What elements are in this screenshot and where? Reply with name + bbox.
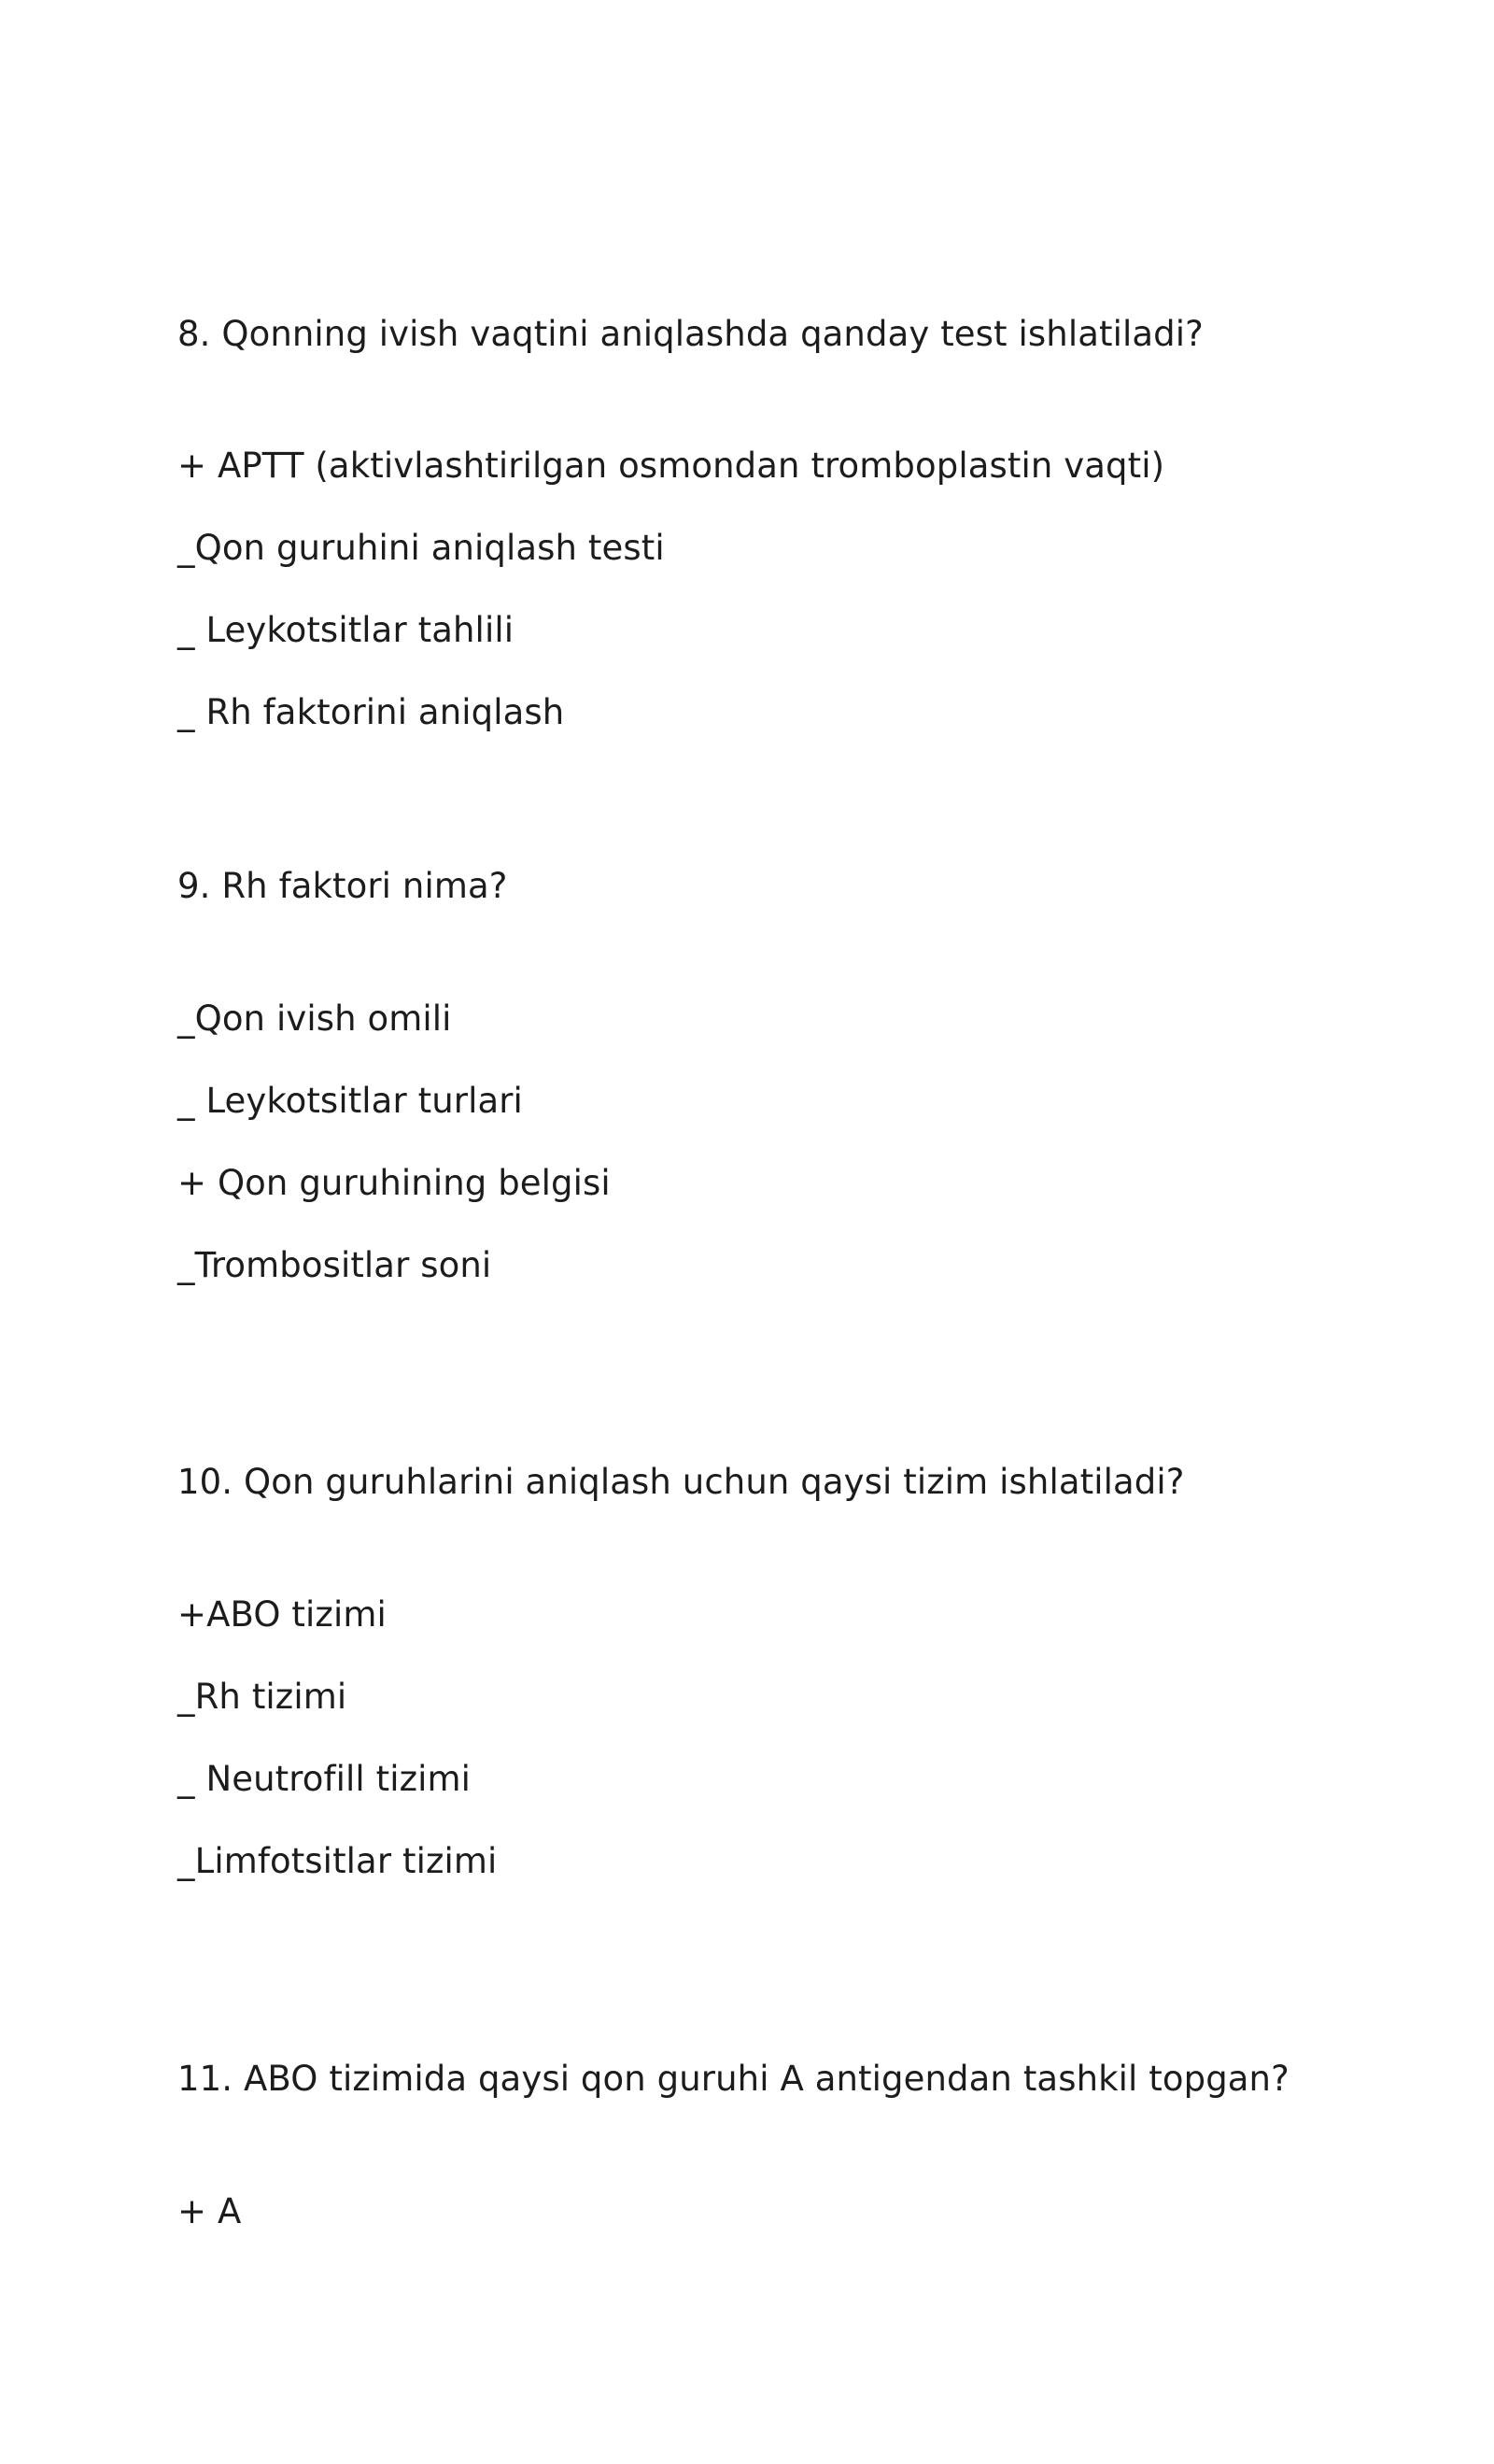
question-11-option-1: + A: [177, 2191, 242, 2231]
question-8-option-3: _ Leykotsitlar tahlili: [177, 610, 514, 650]
question-10-option-1: +ABO tizimi: [177, 1594, 387, 1635]
question-10-option-2: _Rh tizimi: [177, 1677, 347, 1717]
question-10-option-3: _ Neutrofill tizimi: [177, 1759, 472, 1799]
question-9-option-1: _Qon ivish omili: [177, 998, 452, 1039]
question-9-option-2: _ Leykotsitlar turlari: [177, 1081, 523, 1121]
question-8-option-1: + APTT (aktivlashtirilgan osmondan tromboplastin vaqti): [177, 446, 1165, 486]
question-11-text: 11. ABO tizimida qaysi qon guruhi A antigendan tashkil topgan?: [177, 2059, 1290, 2099]
question-8-text: 8. Qonning ivish vaqtini aniqlashda qanday test ishlatiladi?: [177, 314, 1204, 354]
question-10-option-4: _Limfotsitlar tizimi: [177, 1841, 498, 1881]
question-10-text: 10. Qon guruhlarini aniqlash uchun qaysi tizim ishlatiladi?: [177, 1462, 1185, 1502]
question-8-option-4: _ Rh faktorini aniqlash: [177, 692, 565, 732]
question-9-option-4: _Trombositlar soni: [177, 1245, 492, 1285]
question-9-text: 9. Rh faktori nima?: [177, 866, 508, 906]
question-8-option-2: _Qon guruhini aniqlash testi: [177, 528, 665, 568]
question-9-option-3: + Qon guruhining belgisi: [177, 1163, 611, 1203]
